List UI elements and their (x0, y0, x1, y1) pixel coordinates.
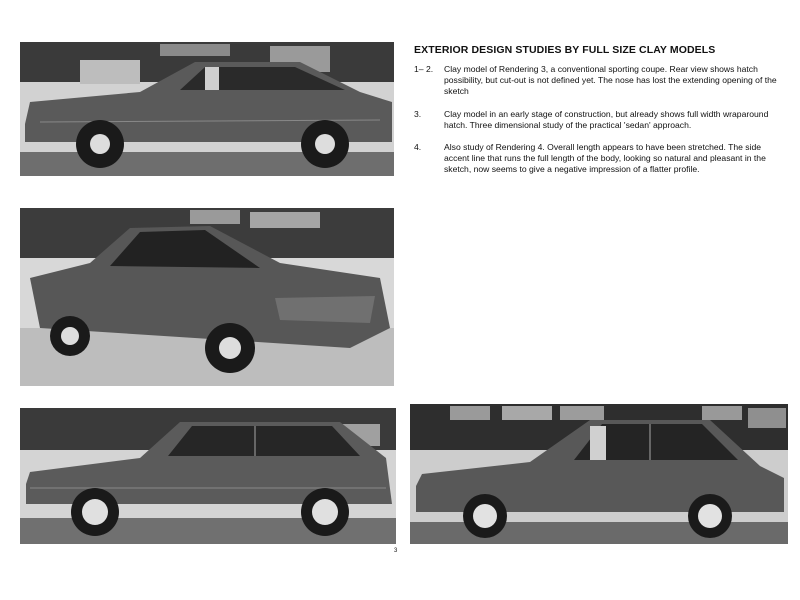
caption-4 (414, 142, 786, 175)
caption-text: Clay model of Rendering 3, a conventional sporting coupe. Rear view shows hatch possibility, but cut-out is not defined yet. The nose has lost the extending opening of the sketch (444, 64, 777, 96)
caption-1-2 (414, 64, 786, 97)
caption-number: 1– 2. (414, 64, 434, 74)
caption-number: 4. (414, 142, 422, 152)
page-title: EXTERIOR DESIGN STUDIES BY FULL SIZE CLAY MODELS (414, 44, 716, 56)
caption-text: Also study of Rendering 4. Overall length appears to have been stretched. The side accent line that runs the full length of the body, looking so natural and pleasant in the sketch, now seems to give a negative impression of a flatter profile. (444, 142, 766, 174)
caption-text: Clay model in an early stage of construction, but already shows full width wraparound hatch. Three dimensional study of the practical 'sedan' approach. (444, 109, 769, 130)
page-number: 3 (394, 548, 398, 554)
clay-model-photo-2 (20, 208, 394, 386)
caption-number: 3. (414, 109, 422, 119)
clay-model-photo-1 (20, 42, 394, 176)
clay-model-photo-3 (20, 408, 396, 544)
clay-model-photo-4 (410, 404, 788, 544)
caption-3 (414, 109, 786, 131)
